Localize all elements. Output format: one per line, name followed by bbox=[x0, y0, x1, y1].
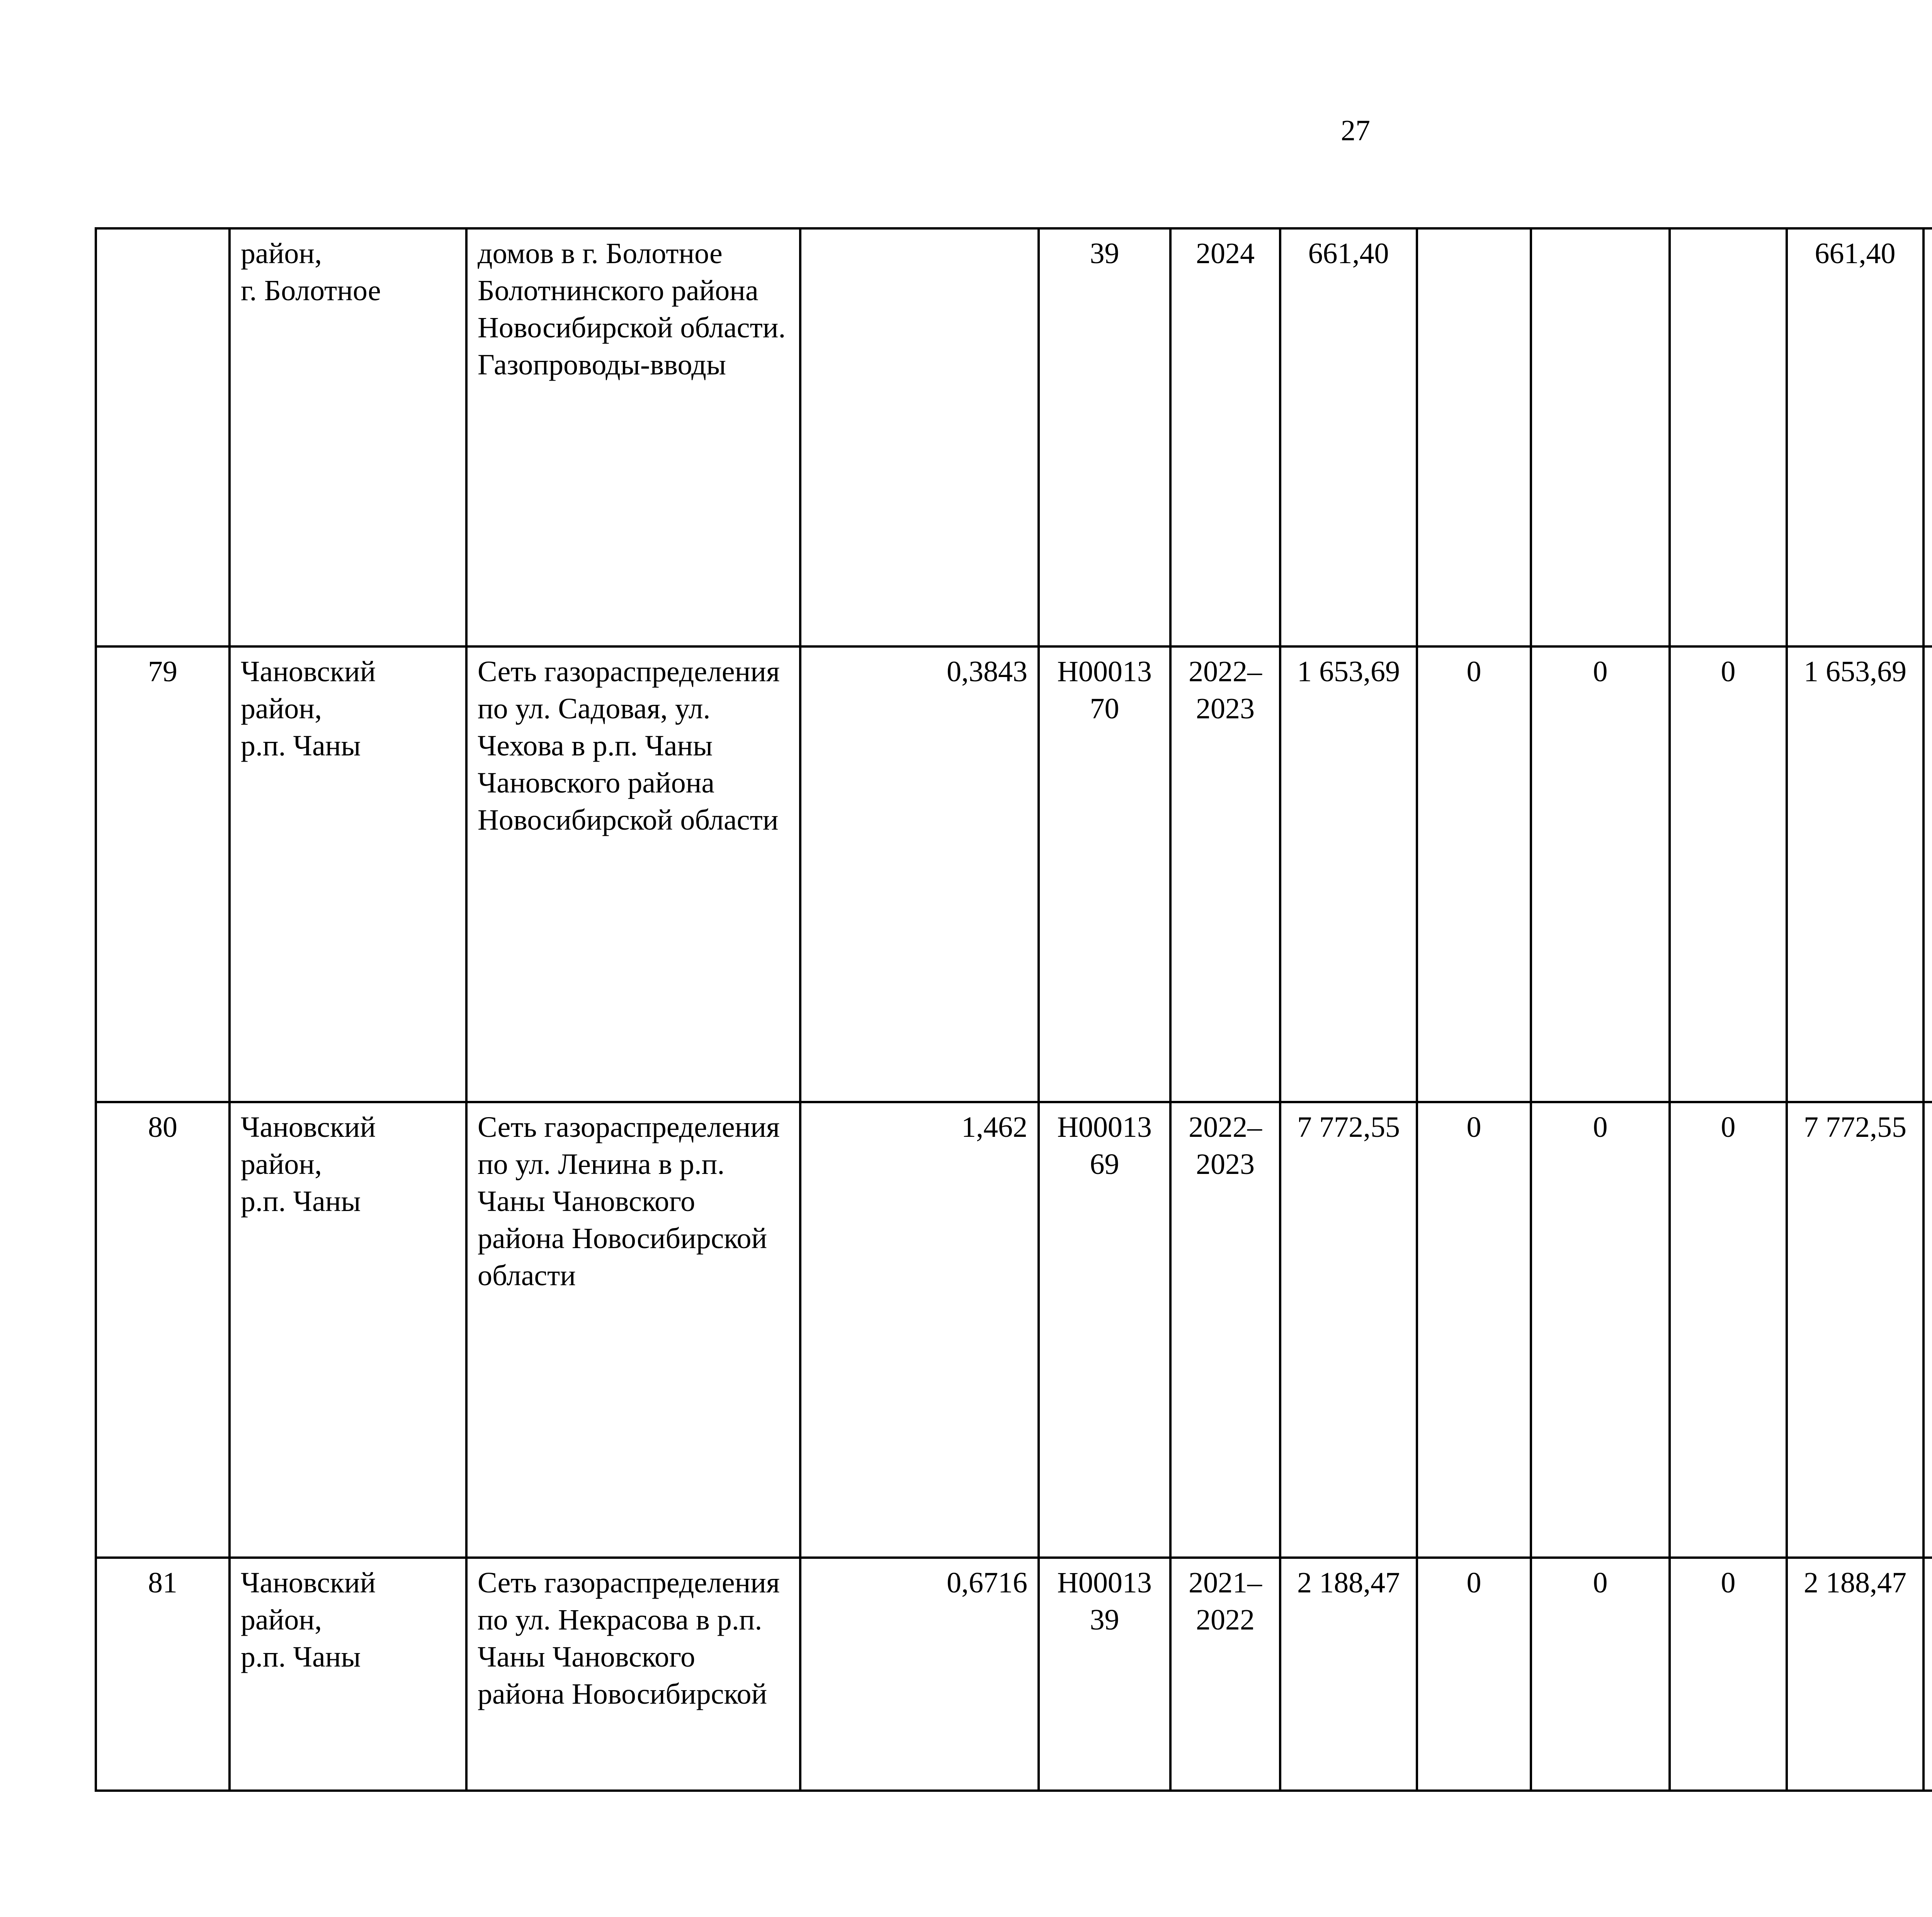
total-cost-cell: 7 772,55 bbox=[1280, 1102, 1417, 1558]
years-cell: 2021– 2022 bbox=[1170, 1558, 1280, 1791]
object-name-cell: Сеть газораспределения по ул. Некрасова в р.п. Чаны Чановского района Новосибирской bbox=[466, 1558, 800, 1791]
years-cell: 2022– 2023 bbox=[1170, 1102, 1280, 1558]
years-cell: 2022– 2023 bbox=[1170, 646, 1280, 1102]
cost-col-9-cell bbox=[1531, 228, 1670, 646]
district-cell: Чановский район, р.п. Чаны bbox=[230, 646, 466, 1102]
page-number: 27 bbox=[1341, 114, 1370, 147]
length-cell: 0,3843 bbox=[800, 646, 1039, 1102]
cost-col-11-cell: 1 653,69 bbox=[1787, 646, 1923, 1102]
years-cell: 2024 bbox=[1170, 228, 1280, 646]
object-code-cell: Н00013 70 bbox=[1039, 646, 1170, 1102]
cost-col-8-cell: 0 bbox=[1417, 646, 1531, 1102]
district-cell: Чановский район, р.п. Чаны bbox=[230, 1558, 466, 1791]
object-code-cell: Н00013 69 bbox=[1039, 1102, 1170, 1558]
object-name-cell: домов в г. Болотное Болотнинского района Новосибирской области. Газопроводы-вводы bbox=[466, 228, 800, 646]
length-cell bbox=[800, 228, 1039, 646]
organization-cell bbox=[1923, 1102, 1932, 1558]
cost-col-9-cell: 0 bbox=[1531, 646, 1670, 1102]
row-number: 81 bbox=[96, 1558, 230, 1791]
district-cell: Чановский район, р.п. Чаны bbox=[230, 1102, 466, 1558]
cost-col-9-cell: 0 bbox=[1531, 1102, 1670, 1558]
total-cost-cell: 661,40 bbox=[1280, 228, 1417, 646]
table-row bbox=[96, 1558, 1932, 1791]
gas-network-table bbox=[95, 227, 1932, 1792]
length-cell: 1,462 bbox=[800, 1102, 1039, 1558]
row-number bbox=[96, 228, 230, 646]
district-cell: район, г. Болотное bbox=[230, 228, 466, 646]
object-code-cell: Н00013 39 bbox=[1039, 1558, 1170, 1791]
row-number: 79 bbox=[96, 646, 230, 1102]
cost-col-10-cell: 0 bbox=[1670, 1558, 1787, 1791]
organization-cell bbox=[1923, 646, 1932, 1102]
total-cost-cell: 2 188,47 bbox=[1280, 1558, 1417, 1791]
cost-col-8-cell: 0 bbox=[1417, 1558, 1531, 1791]
table-row bbox=[96, 1102, 1932, 1558]
organization-cell bbox=[1923, 228, 1932, 646]
length-cell: 0,6716 bbox=[800, 1558, 1039, 1791]
table-row bbox=[96, 228, 1932, 646]
object-name-cell: Сеть газораспределения по ул. Ленина в р.п. Чаны Чановского района Новосибирской области bbox=[466, 1102, 800, 1558]
cost-col-10-cell: 0 bbox=[1670, 1102, 1787, 1558]
object-name-cell: Сеть газораспределения по ул. Садовая, ул. Чехова в р.п. Чаны Чановского района Новосибирской области bbox=[466, 646, 800, 1102]
total-cost-cell: 1 653,69 bbox=[1280, 646, 1417, 1102]
organization-cell bbox=[1923, 1558, 1932, 1791]
object-code-cell: 39 bbox=[1039, 228, 1170, 646]
cost-col-11-cell: 661,40 bbox=[1787, 228, 1923, 646]
cost-col-8-cell: 0 bbox=[1417, 1102, 1531, 1558]
table-row bbox=[96, 646, 1932, 1102]
cost-col-11-cell: 2 188,47 bbox=[1787, 1558, 1923, 1791]
row-number: 80 bbox=[96, 1102, 230, 1558]
cost-col-9-cell: 0 bbox=[1531, 1558, 1670, 1791]
cost-col-8-cell bbox=[1417, 228, 1531, 646]
cost-col-11-cell: 7 772,55 bbox=[1787, 1102, 1923, 1558]
cost-col-10-cell: 0 bbox=[1670, 646, 1787, 1102]
cost-col-10-cell bbox=[1670, 228, 1787, 646]
